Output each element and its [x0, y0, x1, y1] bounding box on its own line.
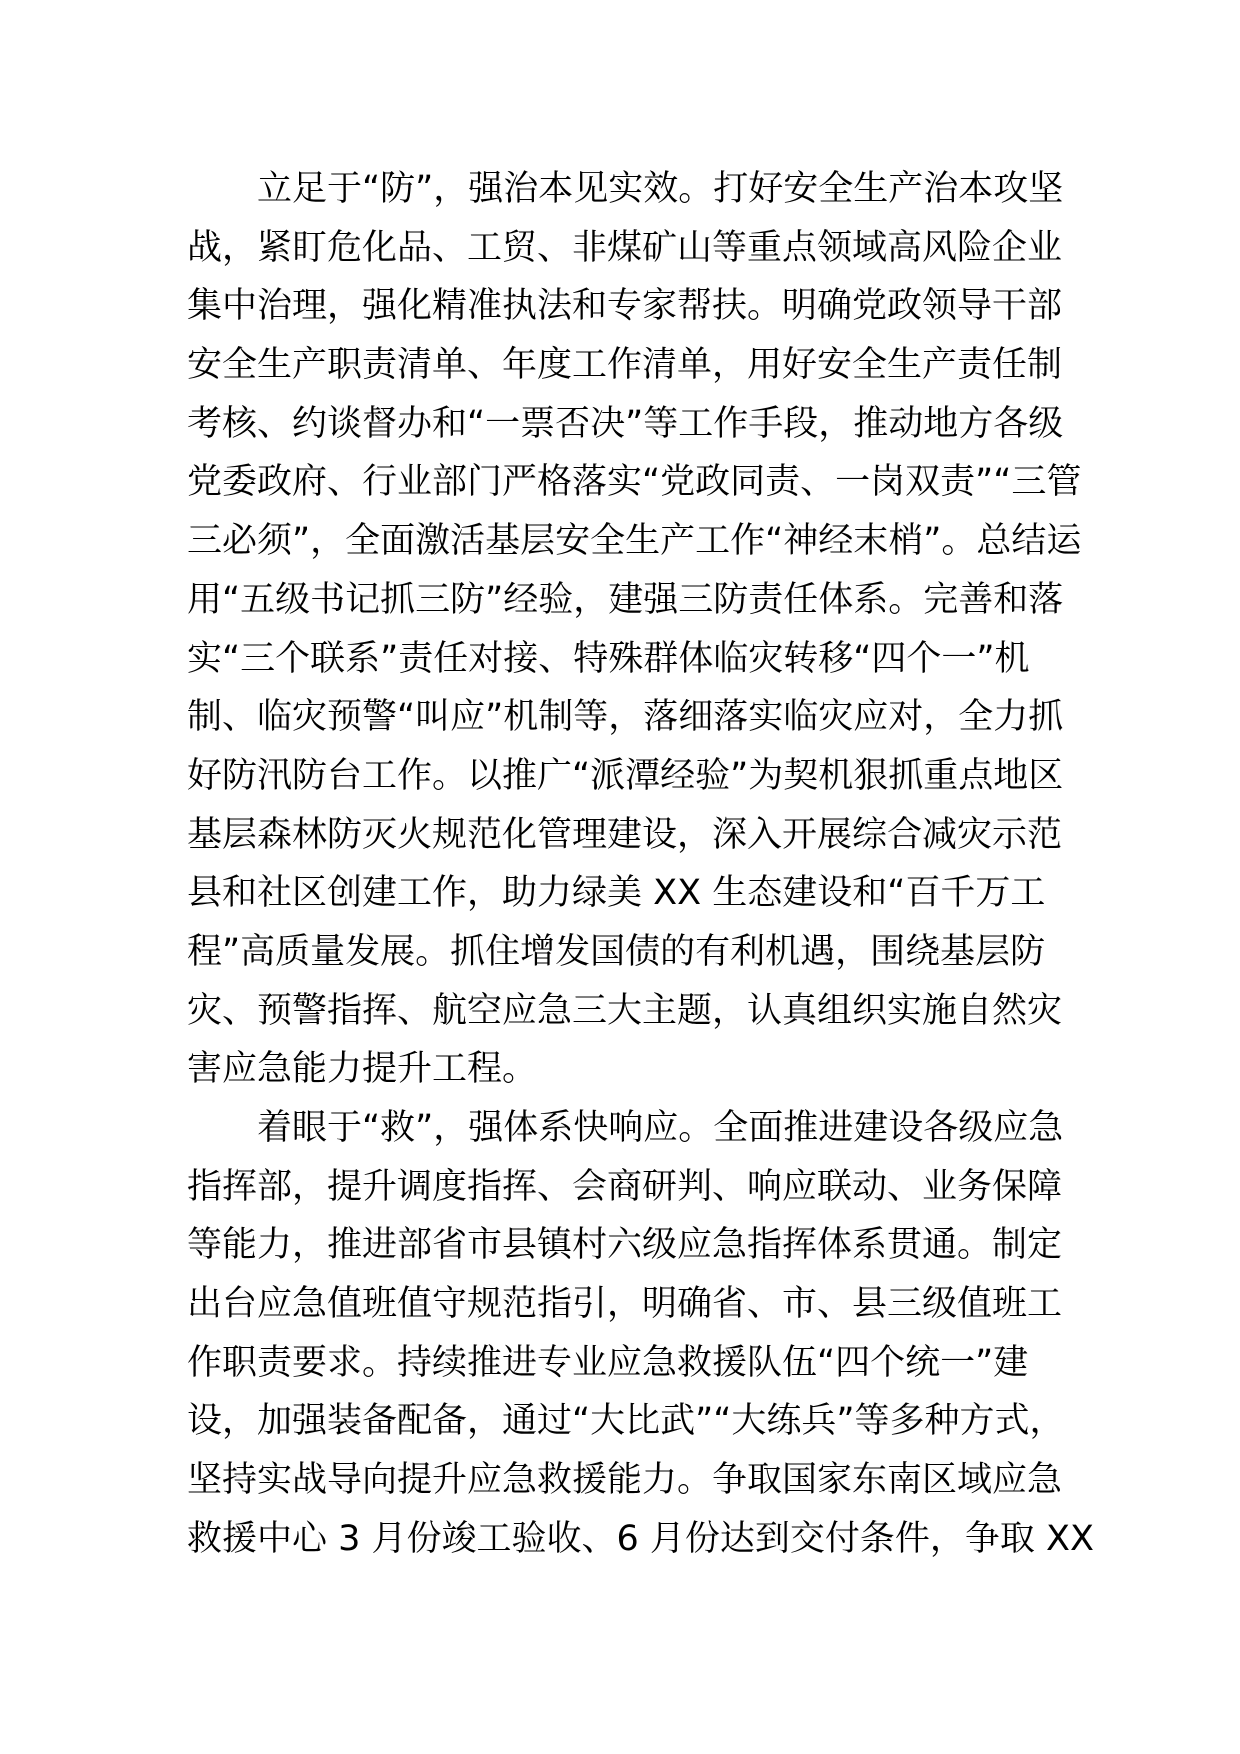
text-line: 出台应急值班值守规范指引，明确省、市、县三级值班工	[187, 1284, 1063, 1325]
text-line: 指挥部，提升调度指挥、会商研判、响应联动、业务保障	[187, 1166, 1063, 1207]
text-line: 实“三个联系”责任对接、特殊群体临灾转移“四个一”机	[187, 638, 1030, 679]
text-line: 用“五级书记抓三防”经验，建强三防责任体系。完善和落	[187, 579, 1064, 620]
text-line: 坚持实战导向提升应急救援能力。争取国家东南区域应急	[187, 1460, 1063, 1501]
text-line: 救援中心 3 月份竣工验收、6 月份达到交付条件，争取 XX	[187, 1518, 1094, 1559]
paragraph-prevention	[187, 160, 1082, 1099]
paragraph-rescue	[187, 1099, 1094, 1569]
text-line: 考核、约谈督办和“一票否决”等工作手段，推动地方各级	[187, 403, 1064, 444]
text-line: 灾、预警指挥、航空应急三大主题，认真组织实施自然灾	[187, 990, 1063, 1031]
text-line: 基层森林防灭火规范化管理建设，深入开展综合减灾示范	[187, 814, 1063, 855]
text-line: 安全生产职责清单、年度工作清单，用好安全生产责任制	[187, 345, 1063, 386]
text-line: 战，紧盯危化品、工贸、非煤矿山等重点领域高风险企业	[187, 227, 1063, 268]
text-line: 着眼于“救”，强体系快响应。全面推进建设各级应急	[257, 1108, 1064, 1148]
text-line: 害应急能力提升工程。	[187, 1049, 538, 1090]
text-line: 作职责要求。持续推进专业应急救援队伍“四个统一”建	[187, 1342, 1029, 1383]
text-line: 设，加强装备配备，通过“大比武”“大练兵”等多种方式，	[187, 1401, 1065, 1442]
text-line: 集中治理，强化精准执法和专家帮扶。明确党政领导干部	[187, 286, 1063, 327]
text-line: 县和社区创建工作，助力绿美 XX 生态建设和“百千万工	[187, 873, 1046, 914]
text-line: 立足于“防”，强治本见实效。打好安全生产治本攻坚	[257, 169, 1064, 209]
text-line: 好防汛防台工作。以推广“派潭经验”为契机狠抓重点地区	[187, 755, 1064, 796]
document-body	[187, 160, 1094, 1569]
text-line: 等能力，推进部省市县镇村六级应急指挥体系贯通。制定	[187, 1225, 1063, 1266]
text-line: 制、临灾预警“叫应”机制等，落细落实临灾应对，全力抓	[187, 697, 1064, 738]
text-line: 三必须”，全面激活基层安全生产工作“神经末梢”。总结运	[187, 521, 1082, 562]
text-line: 党委政府、行业部门严格落实“党政同责、一岗双责”“三管	[187, 462, 1082, 503]
text-line: 程”高质量发展。抓住增发国债的有利机遇，围绕基层防	[187, 931, 1046, 972]
